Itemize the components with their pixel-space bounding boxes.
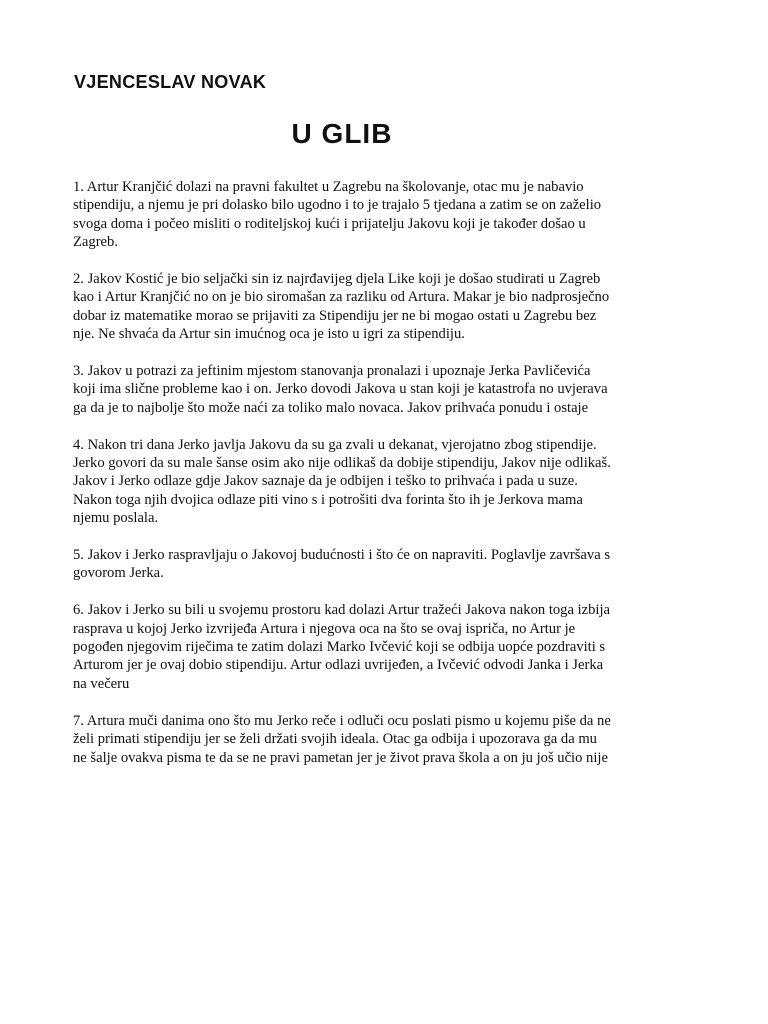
text-line: 2. Jakov Kostić je bio seljački sin iz najrđavijeg djela Like koji je došao studirati u Zagreb xyxy=(73,271,601,288)
text-line: stipendiju, a njemu je pri dolasko bilo ugodno i to je trajalo 5 tjedana a zatim se on zaželio xyxy=(73,197,602,214)
text-line: kao i Artur Kranjčić no on je bio siromašan za razliku od Artura. Makar je bio nadprosječno xyxy=(73,289,610,306)
text-line: 7. Artura muči danima ono što mu Jerko reče i odluči ocu poslati pismo u kojemu piše da ne xyxy=(73,712,611,729)
text-line: Arturom jer je ovaj dobio stipendiju. Artur odlazi uvrijeđen, a Ivčević odvodi Janka i Jerka xyxy=(73,657,604,674)
document-body xyxy=(73,178,698,785)
text-line: na večeru xyxy=(73,675,130,692)
paragraph-7 xyxy=(73,712,698,767)
text-line: 6. Jakov i Jerko su bili u svojemu prostoru kad dolazi Artur tražeći Jakova nakon toga izbija xyxy=(73,602,611,619)
text-line: 5. Jakov i Jerko raspravljaju o Jakovoj budućnosti i što će on napraviti. Poglavlje završava s xyxy=(73,547,611,564)
text-line: ne šalje ovakva pisma te da se ne pravi pametan jer je život prava škola a on ju još učio nije xyxy=(73,749,608,766)
document-title: U GLIB xyxy=(291,118,393,149)
paragraph-3 xyxy=(73,362,698,417)
text-line: Jerko govori da su male šanse osim ako nije odlikaš da dobije stipendiju, Jakov nije odlikaš. xyxy=(73,455,611,472)
text-line: nje. Ne shvaća da Artur sin imućnog oca je isto u igri za stipendiju. xyxy=(73,326,465,343)
paragraph-5 xyxy=(73,546,698,583)
text-line: ga da je to najbolje što može naći za toliko malo novaca. Jakov prihvaća ponudu i ostaje xyxy=(73,399,589,416)
text-line: dobar iz matematike morao se prijaviti za Stipendiju jer ne bi mogao ostati u Zagrebu bez xyxy=(73,307,597,324)
text-line: pogođen njegovim riječima te zatim dolazi Marko Ivčević koji se odbija uopće pozdraviti s xyxy=(73,639,606,656)
text-line: svoga doma i počeo misliti o roditeljskoj kući i prijatelju Jakovu koji je također došao u xyxy=(73,215,586,232)
paragraph-1 xyxy=(73,178,698,252)
text-line: koji ima slične probleme kao i on. Jerko dovodi Jakova u stan koji je katastrofa no uvjerava xyxy=(73,381,608,398)
paragraph-6 xyxy=(73,601,698,693)
text-line: želi primati stipendiju jer se želi držati svojih ideala. Otac ga odbija i upozorava ga da mu xyxy=(73,731,597,748)
text-line: Zagreb. xyxy=(73,234,118,251)
text-line: Nakon toga njih dvojica odlaze piti vino s i potrošiti dva forinta što ih je Jerkova mama xyxy=(73,491,583,508)
paragraph-2 xyxy=(73,270,698,344)
text-line: Jakov i Jerko odlaze gdje Jakov saznaje da je odbijen i teško to prihvaća i pada u suze. xyxy=(73,473,578,490)
text-line: 4. Nakon tri dana Jerko javlja Jakovu da su ga zvali u dekanat, vjerojatno zbog stipendije. xyxy=(73,436,597,453)
author-name: VJENCESLAV NOVAK xyxy=(74,72,267,92)
text-line: 1. Artur Kranjčić dolazi na pravni fakultet u Zagrebu na školovanje, otac mu je nabavio xyxy=(73,179,584,195)
text-line: govorom Jerka. xyxy=(73,565,164,582)
text-line: rasprava u kojoj Jerko izvrijeđa Artura i njegova oca na što se ovaj ispriča, no Artur je xyxy=(73,620,576,637)
text-line: njemu poslala. xyxy=(73,510,159,527)
text-line: 3. Jakov u potrazi za jeftinim mjestom stanovanja pronalazi i upoznaje Jerka Pavličevića xyxy=(73,363,591,380)
paragraph-4 xyxy=(73,436,698,528)
